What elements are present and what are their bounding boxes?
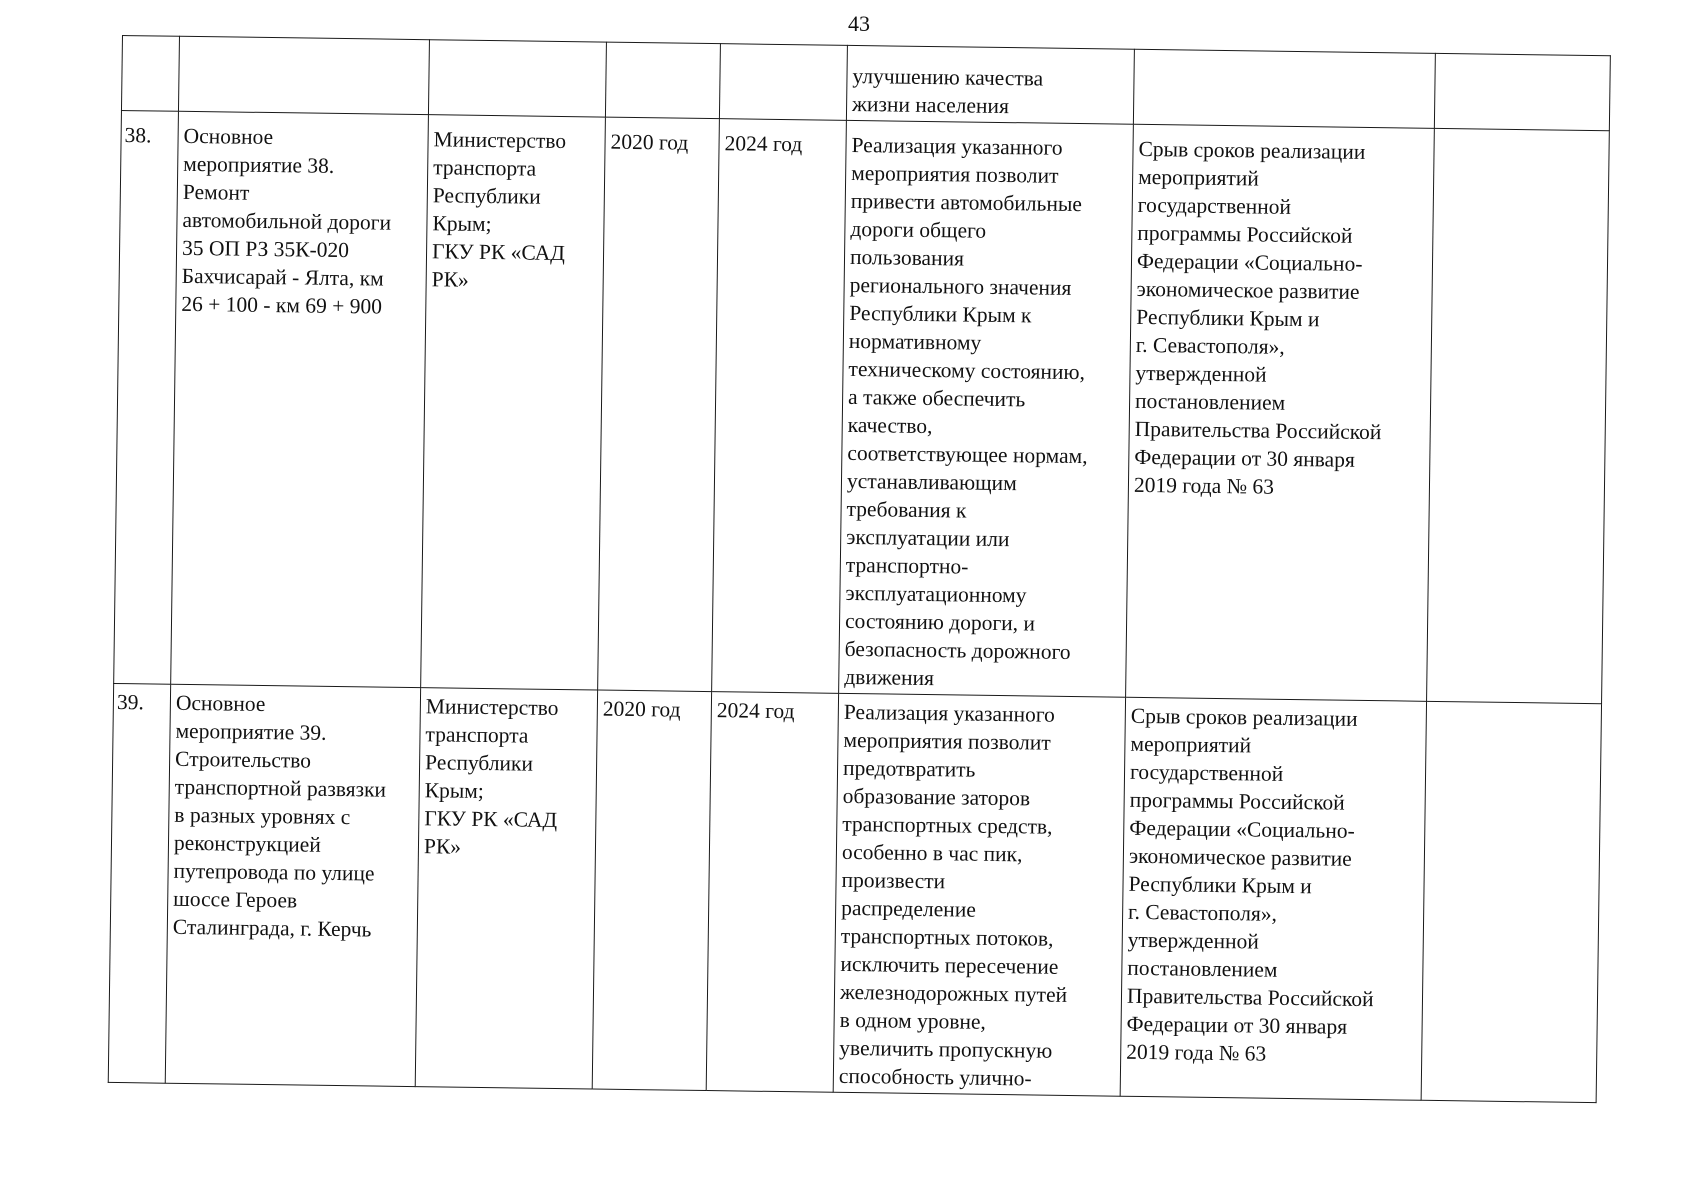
text-line: техническому состоянию, [848,356,1086,385]
cell-measure-name [165,684,420,1086]
text-line: Правительства Российской [1134,416,1382,445]
text-line: реконструкцией [173,830,321,857]
text-line: образование заторов [842,783,1031,811]
text-line: постановлением [1134,388,1286,415]
cell-measure-name [178,36,429,114]
text-line: мероприятия позволит [851,160,1059,188]
text-line: Правительства Российской [1126,983,1374,1012]
text-line: мероприятие 39. [175,718,327,745]
text-line: пользования [849,244,965,271]
text-line: эксплуатации или [846,524,1010,552]
text-line: Министерство [425,694,559,721]
text-line: железнодорожных путей [839,979,1068,1007]
text-line: транспорта [433,155,537,181]
cell-executor [428,40,606,117]
text-line: состоянию дороги, и [844,608,1036,636]
text-line: особенно в час пик, [841,839,1023,867]
cell-start [605,42,720,119]
text-line: устанавливающим [846,468,1017,496]
text-line: 2019 года № 63 [1133,472,1275,499]
text-line: путепровода по улице [173,858,375,886]
text-line: программы Российской [1137,220,1353,248]
cell-note [1434,53,1610,130]
text-line: 2019 года № 63 [1126,1039,1267,1066]
text-line: привести автомобильные [850,188,1083,217]
table-row [114,110,1610,703]
cell-expected-result [833,693,1125,1096]
cell-executor [421,115,606,690]
cell-risks [1126,124,1435,701]
text-line: Республики Крым и [1128,871,1312,899]
text-line: исключить пересечение [840,951,1059,979]
text-line: Федерации от 30 января [1126,1011,1348,1039]
text-line: в разных уровнях с [174,802,351,830]
text-line: утвержденной [1127,927,1260,954]
text-line: Республики Крым и [1136,304,1320,332]
cell-note [1421,701,1601,1102]
text-line: Республики [424,750,534,776]
text-line: Строительство [174,746,312,773]
text-line: Бахчисарай - Ялта, км [181,263,384,291]
text-line: Основное [175,690,266,717]
text-line: эксплуатационному [845,580,1027,608]
text-line: мероприятия позволит [843,727,1051,755]
text-line: в одном уровне, [839,1007,987,1034]
text-line: транспортных средств, [842,811,1053,839]
text-line: ГКУ РК «САД [424,806,558,832]
text-line: Республики [432,183,541,209]
text-line: соответствующее нормам, [847,440,1088,469]
text-line: мероприятие 38. [183,151,335,178]
measures-table [108,35,1611,1103]
table-row [108,683,1601,1102]
text-line: 35 ОП РЗ 35К-020 [181,235,350,263]
cell-end [719,44,847,121]
text-line: государственной [1129,759,1284,786]
text-line: нормативному [848,328,982,355]
text-line: Федерации от 30 января [1134,444,1355,472]
text-line: движения [844,664,935,691]
text-line: регионального значения [849,272,1072,300]
text-line: Сталинграда, г. Керчь [172,914,372,942]
text-line: предотвратить [842,755,976,782]
cell-start: 2020 год [592,690,711,1091]
text-line: Основное [183,123,274,150]
text-line: государственной [1137,192,1292,219]
cell-expected-result [846,45,1134,124]
page-number: 43 [848,11,870,36]
text-line: Срыв сроков реализации [1138,136,1366,164]
text-line: автомобильной дороги [182,207,392,235]
text-line: произвести [841,867,946,894]
text-line: экономическое развитие [1136,276,1360,304]
text-line: Федерации «Социально- [1129,815,1355,843]
cell-note [1427,128,1610,703]
text-line: Министерство [433,127,567,154]
text-line: дороги общего [850,216,987,243]
text-line: требования к [846,496,967,523]
text-line: улучшению качества [852,63,1044,91]
text-line: Реализация указанного [843,699,1056,727]
cell-risks [1120,697,1426,1100]
text-line: 26 + 100 - км 69 + 900 [181,291,383,319]
text-line: транспортно- [845,552,969,579]
text-line: ГКУ РК «САД [431,239,566,266]
cell-number: 38. [114,110,179,684]
text-line: г. Севастополя», [1127,899,1278,926]
text-line: жизни населения [851,91,1010,119]
text-line: утвержденной [1135,360,1267,387]
text-line: мероприятий [1137,164,1260,191]
text-line: транспортных потоков, [840,923,1054,951]
cell-risks [1133,49,1435,128]
text-line: безопасность дорожного [844,636,1071,664]
text-line: Крым; [432,211,492,237]
text-line: Республики Крым к [849,300,1032,328]
cell-expected-result [839,120,1134,697]
text-line: транспорта [425,722,529,748]
cell-end: 2024 год [712,119,847,694]
text-line: мероприятий [1130,731,1252,758]
text-line: распределение [841,895,977,922]
text-line: Реализация указанного [851,132,1063,160]
text-line: постановлением [1127,955,1278,982]
text-line: г. Севастополя», [1135,332,1285,359]
text-line: Крым; [424,778,485,803]
text-line: увеличить пропускную [839,1035,1053,1063]
text-line: Ремонт [182,179,250,205]
text-line: РК» [431,267,469,292]
text-line: РК» [423,834,462,859]
text-line: Федерации «Социально- [1136,248,1363,276]
text-line: а также обеспечить [847,384,1026,412]
text-line: шоссе Героев [173,886,298,913]
text-line: качество, [847,412,933,439]
cell-executor [415,688,597,1089]
text-line: транспортной развязки [174,774,387,802]
cell-start: 2020 год [598,117,720,691]
cell-number: 39. [108,683,170,1083]
text-line: экономическое развитие [1128,843,1352,871]
text-line: способность улично- [838,1063,1032,1091]
text-line: Срыв сроков реализации [1130,703,1358,731]
cell-measure-name [171,111,429,687]
cell-end: 2024 год [706,692,838,1093]
text-line: программы Российской [1129,787,1345,815]
cell-number [121,36,179,112]
